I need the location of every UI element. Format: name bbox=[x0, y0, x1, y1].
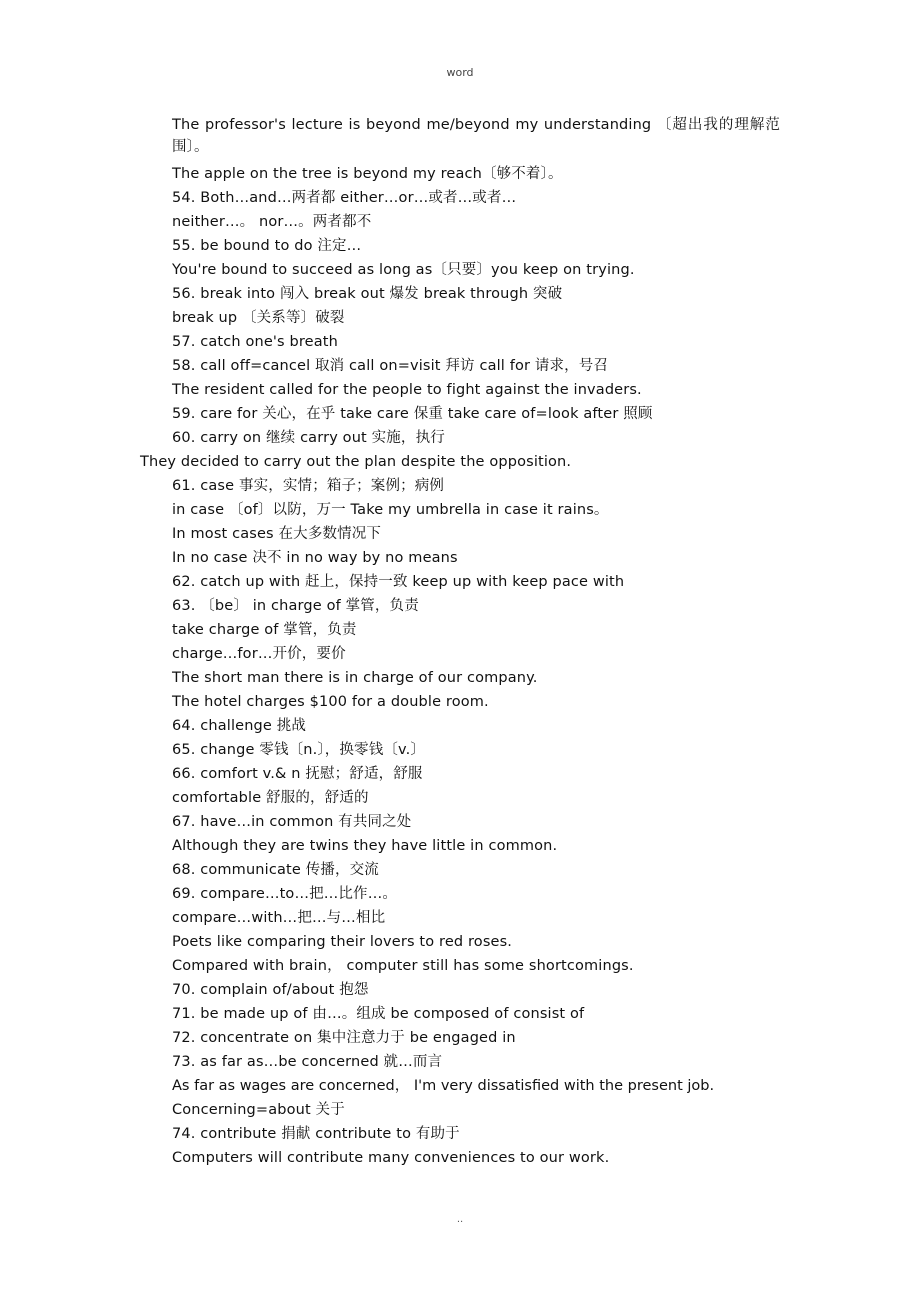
text-line: 58. call off=cancel 取消 call on=visit 拜访 call for 请求，号召 bbox=[172, 358, 609, 374]
text-line: Computers will contribute many conveniences to our work. bbox=[172, 1150, 610, 1166]
text-line: 67. have…in common 有共同之处 bbox=[172, 814, 412, 830]
text-line: in case 〔of〕以防，万一 Take my umbrella in case it rains。 bbox=[172, 502, 609, 518]
text-line: 71. be made up of 由…。组成 be composed of consist of bbox=[172, 1006, 585, 1022]
text-line: 70. complain of/about 抱怨 bbox=[172, 982, 369, 998]
text-line: 54. Both…and…两者都 either…or…或者…或者… bbox=[172, 190, 517, 206]
text-line: You're bound to succeed as long as〔只要〕you keep on trying. bbox=[172, 262, 635, 278]
text-line: charge…for…开价，要价 bbox=[172, 646, 346, 662]
text-line: Compared with brain， computer still has some shortcomings. bbox=[172, 958, 634, 974]
document-body bbox=[140, 114, 780, 1170]
text-line: 66. comfort v.& n 抚慰；舒适，舒服 bbox=[172, 766, 423, 782]
text-line: Concerning=about 关于 bbox=[172, 1102, 345, 1118]
text-line: compare…with…把…与…相比 bbox=[172, 910, 386, 926]
text-line: 73. as far as…be concerned 就…而言 bbox=[172, 1054, 443, 1070]
text-line: 56. break into 闯入 break out 爆发 break through 突破 bbox=[172, 286, 563, 302]
text-line: The resident called for the people to fight against the invaders. bbox=[172, 382, 642, 398]
text-line: take charge of 掌管，负责 bbox=[172, 622, 357, 638]
text-line: break up 〔关系等〕破裂 bbox=[172, 310, 345, 326]
text-line: comfortable 舒服的，舒适的 bbox=[172, 790, 369, 806]
text-line: In most cases 在大多数情况下 bbox=[172, 526, 382, 542]
text-line: 65. change 零钱〔n.〕，换零钱〔v.〕 bbox=[172, 742, 426, 758]
text-line: 55. be bound to do 注定… bbox=[172, 238, 362, 254]
text-line: 74. contribute 捐献 contribute to 有助于 bbox=[172, 1126, 460, 1142]
text-line: The apple on the tree is beyond my reach〔够不着〕。 bbox=[172, 166, 563, 182]
text-line: The hotel charges $100 for a double room. bbox=[172, 694, 489, 710]
text-line: As far as wages are concerned， I'm very dissatisfied with the present job. bbox=[172, 1078, 715, 1094]
text-line: 64. challenge 挑战 bbox=[172, 718, 307, 734]
text-line: 68. communicate 传播，交流 bbox=[172, 862, 379, 878]
text-line: Poets like comparing their lovers to red roses. bbox=[172, 934, 513, 950]
text-line: 59. care for 关心，在乎 take care 保重 take care of=look after 照顾 bbox=[172, 406, 653, 422]
text-line: 72. concentrate on 集中注意力于 be engaged in bbox=[172, 1030, 516, 1046]
text-line: 63. 〔be〕 in charge of 掌管，负责 bbox=[172, 598, 419, 614]
page-header: word bbox=[446, 66, 474, 79]
text-line: They decided to carry out the plan despite the opposition. bbox=[140, 454, 572, 470]
text-line: Although they are twins they have little in common. bbox=[172, 838, 558, 854]
text-line: 61. case 事实，实情；箱子；案例；病例 bbox=[172, 478, 445, 494]
text-line: 69. compare…to…把…比作…。 bbox=[172, 886, 397, 902]
text-line: 60. carry on 继续 carry out 实施，执行 bbox=[172, 430, 445, 446]
text-line: The short man there is in charge of our company. bbox=[172, 670, 538, 686]
text-line: neither…。 nor…。两者都不 bbox=[172, 214, 372, 230]
text-line: 57. catch one's breath bbox=[172, 334, 338, 350]
page-footer: .. bbox=[456, 1214, 464, 1225]
text-line: In no case 决不 in no way by no means bbox=[172, 550, 458, 566]
text-line: The professor's lecture is beyond me/beyond my understanding 〔超出我的理解范围〕。 bbox=[172, 117, 780, 155]
text-line: 62. catch up with 赶上，保持一致 keep up with keep pace with bbox=[172, 574, 625, 590]
